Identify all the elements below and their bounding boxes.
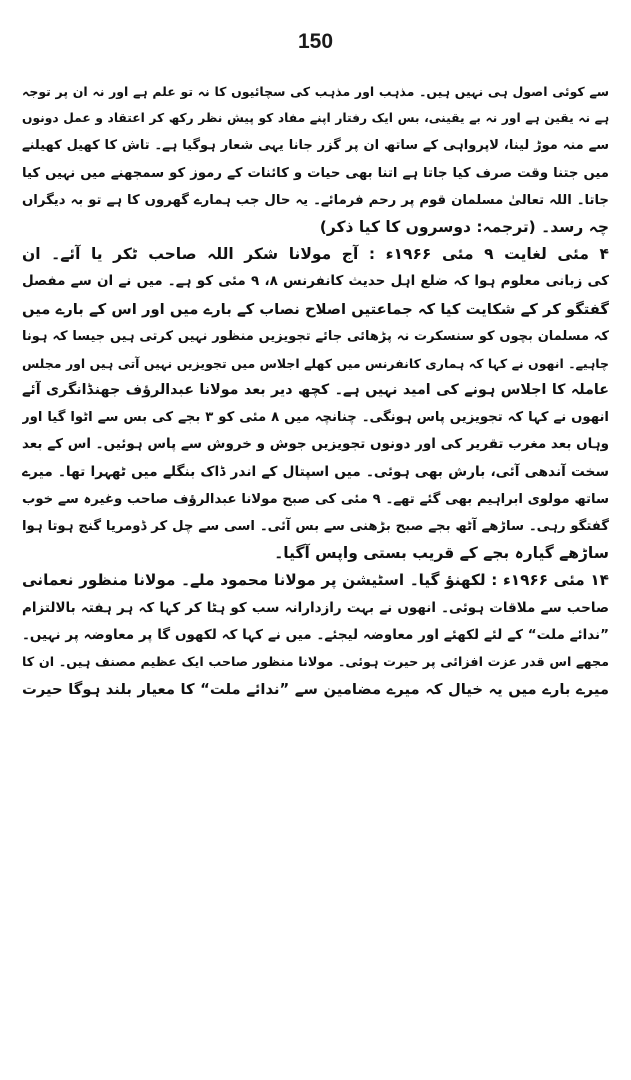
text-line: انھوں نے کہا کہ تجویزیں پاس ہونگی۔ چنانچہ میں ۸ مئی کو ۳ بجے کی بس سے اٹوا گیا اور — [22, 410, 609, 426]
text-line: عاملہ کا اجلاس ہونے کی امید نہیں ہے۔ کچھ دیر بعد مولانا عبدالرؤف جھنڈانگری آئے — [22, 382, 609, 399]
text-line: ساتھ مولوی ابراہیم بھی گئے تھے۔ ۹ مئی کی صبح مولانا عبدالرؤف صاحب وغیرہ سے خوب — [22, 491, 609, 507]
text-line: چاہیے۔ انھوں نے کہا کہ ہماری کانفرنس میں کھلے اجلاس میں تجویزیں نہیں آتی ہیں اور مجلس — [22, 355, 609, 371]
text-line: گفتگو رہی۔ ساڑھے آٹھ بجے صبح بڑھنی سے بس آئی۔ اسی سے چل کر ڈومریا گنج ہوتا ہوا — [22, 519, 609, 534]
page-number: 150 — [297, 30, 334, 53]
text-line: جاتا۔ اللہ تعالیٰ مسلمان قوم پر رحم فرمائے۔ یہ حال جب ہمارے گھروں کا ہے تو بہ دیگراں — [22, 192, 609, 208]
body-text — [22, 78, 609, 703]
text-line: میں جتنا وقت صرف کیا جاتا ہے اتنا بھی حیات و کائنات کے رموز کو سمجھنے میں نہیں کیا — [22, 165, 609, 181]
text-line: صاحب سے ملاقات ہوئی۔ انھوں نے بہت رازدارانہ سب کو ہٹا کر کہا کہ ہر ہفتہ بالالتزام — [22, 599, 609, 616]
text-line: میرے بارے میں یہ خیال کہ میرے مضامین سے ”ندائے ملت“ کا معیار بلند ہوگا حیرت — [22, 681, 609, 699]
text-line: ”ندائے ملت“ کے لئے لکھئے اور معاوضہ لیجئے۔ میں نے کہا کہ لکھوں گا پر معاوضہ پر نہیں۔ — [22, 626, 609, 643]
text-line: سے کوئی اصول ہی نہیں ہیں۔ مذہب اور مذہب کی سچائیوں کا نہ تو علم ہے اور نہ ان پر توجہ — [22, 84, 609, 99]
text-line: سخت آندھی آئی، بارش بھی ہوئی۔ میں اسپتال کے اندر ڈاک بنگلے میں ٹھہرا تھا۔ میرے — [22, 463, 609, 480]
text-line: کہ مسلمان بچوں کو سنسکرت نہ پڑھائی جائے تجویزیں منظور نہیں کرتی ہیں جیسا کہ ہونا — [22, 328, 609, 344]
diary-entry-date-line: ۱۴ مئی ۱۹۶۶ء : لکھنؤ گیا۔ اسٹیشن پر مولانا محمود ملے۔ مولانا منظور نعمانی — [22, 571, 609, 590]
text-line: وہاں بعد مغرب تقریر کی اور دونوں تجویزیں جوش و خروش سے پاس ہوئیں۔ اس کے بعد — [22, 436, 609, 453]
diary-entry-date-line: ۴ مئی لغایت ۹ مئی ۱۹۶۶ء : آج مولانا شکر اللہ صاحب ٹکر یا آئے۔ ان — [22, 245, 609, 264]
text-line: ساڑھے گیارہ بجے کے قریب بستی واپس آگیا۔ — [274, 544, 609, 563]
text-line: چہ رسد۔ (ترجمہ: دوسروں کا کیا ذکر) — [319, 217, 609, 236]
text-line: سے منہ موڑ لینا، لاپرواہی کے ساتھ ان پر گزر جانا یہی شعار ہوگیا ہے۔ تاش کا کھیل کھیلنے — [22, 138, 609, 154]
text-line: کی زبانی معلوم ہوا کہ ضلع اہل حدیث کانفرنس ۸، ۹ مئی کو ہے۔ میں نے ان سے مفصل — [22, 273, 609, 290]
text-line: گفتگو کر کے شکایت کیا کہ جماعتیں اصلاح نصاب کے بارے میں اور اس کے بارے میں — [22, 300, 609, 318]
text-line: مجھے اس قدر عزت افزائی پر حیرت ہوئی۔ مولانا منظور صاحب ایک عظیم مصنف ہیں۔ ان کا — [22, 654, 609, 670]
text-line: ہے نہ یقین ہے اور نہ بے یقینی، بس ایک رفتار اپنے مفاد کو پیش نظر رکھ کر اعتقاد و عمل دونوں — [22, 111, 609, 126]
